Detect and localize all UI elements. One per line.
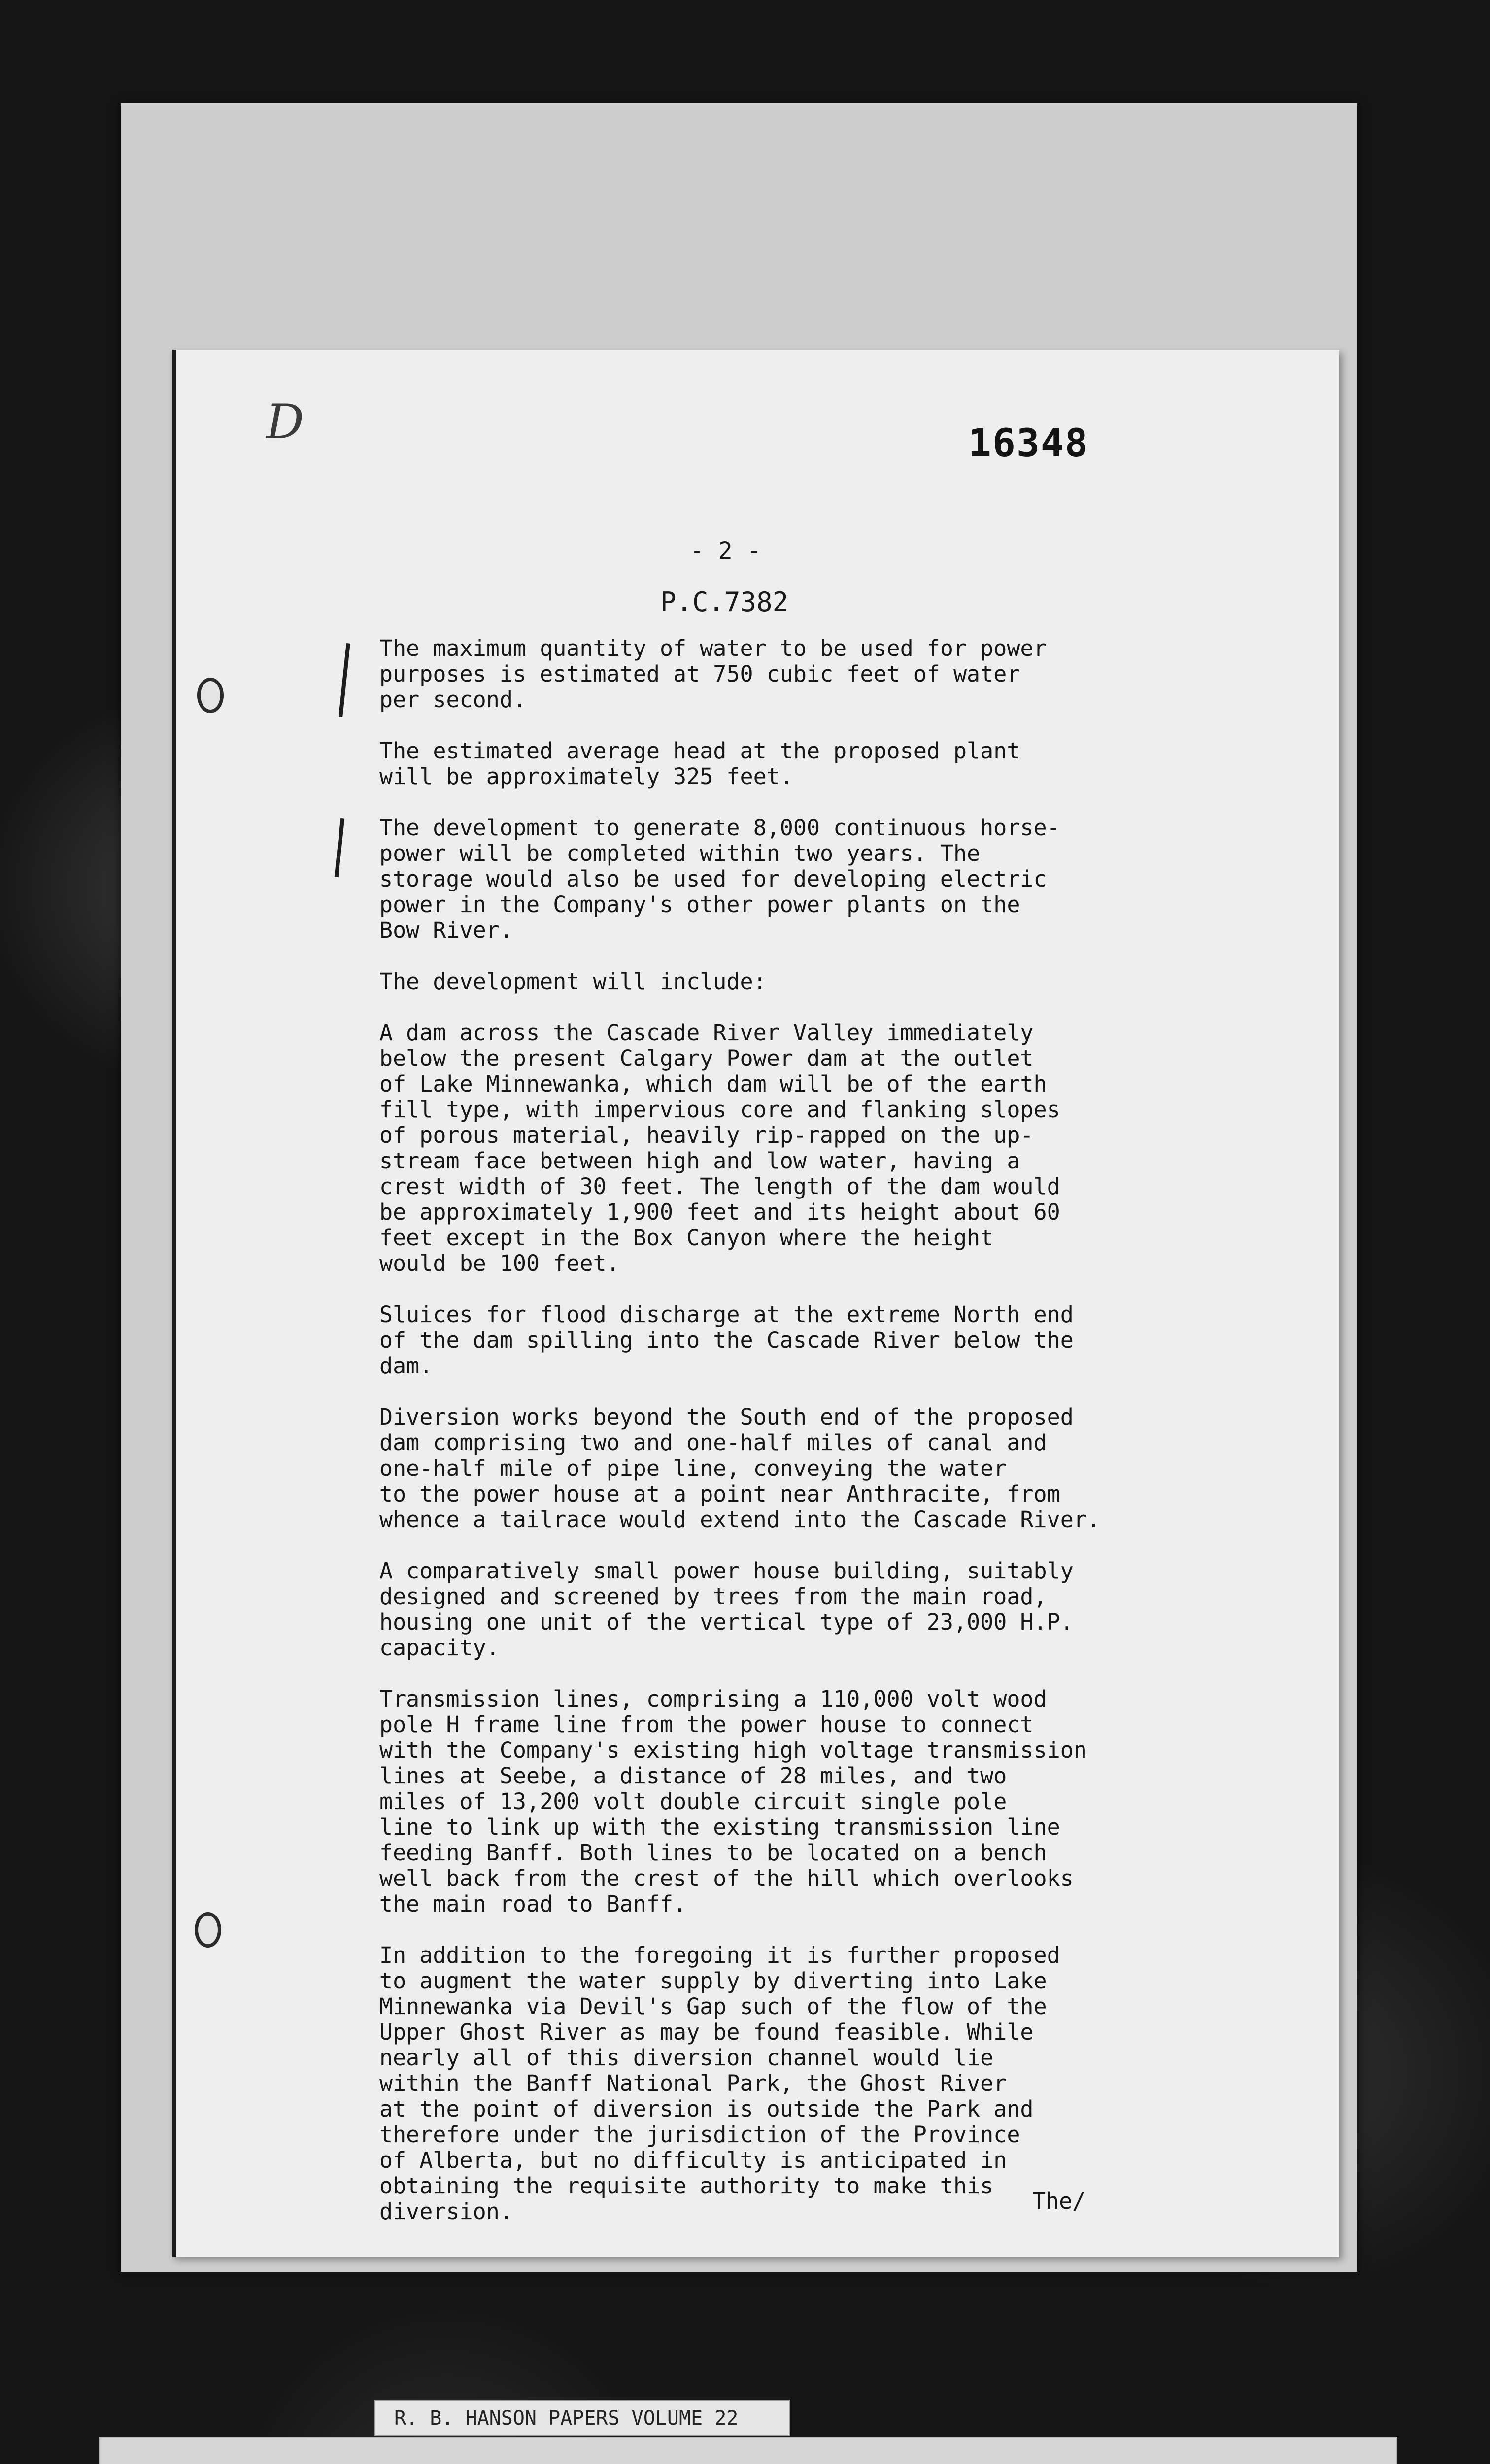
page-marker: - 2 - xyxy=(690,537,761,565)
paragraph: Diversion works beyond the South end of the proposed dam comprising two and one-half miles of canal and one-half mile of pipe line, conveying the water to the power house at a point near Anthracite, from whence a tailrace would extend into the Cascade River. xyxy=(379,1404,1100,1533)
volume-label xyxy=(374,2400,790,2436)
paragraph: Transmission lines, comprising a 110,000 volt wood pole H frame line from the power house to connect with the Company's existing high voltage transmission lines at Seebe, a distance of 28 miles, and two miles of 13,200 volt double circuit single pole line to link up with the existing transmission line feeding Banff. Both lines to be located on a bench well back from the crest of the hill which overlooks the main road to Banff. xyxy=(379,1686,1087,1917)
archives-stamp-card xyxy=(99,2437,1397,2464)
paragraph: A comparatively small power house building, suitably designed and screened by trees from the main road, housing one unit of the vertical type of 23,000 H.P. capacity. xyxy=(379,1558,1074,1661)
order-reference: P.C.7382 xyxy=(660,586,789,617)
paragraph: Sluices for flood discharge at the extreme North end of the dam spilling into the Cascade River below the dam. xyxy=(379,1301,1074,1379)
paragraph: In addition to the foregoing it is further proposed to augment the water supply by diverting into Lake Minnewanka via Devil's Gap such of the flow of the Upper Ghost River as may be found feasible. While nearly all of this diversion channel would lie within the Banff National Park, the Ghost River at the point of diversion is outside the Park and therefore under the jurisdiction of the Province of Alberta, but no difficulty is anticipated in obtaining the requisite authority to make this diversion. xyxy=(379,1942,1060,2224)
paragraph: The development will include: xyxy=(379,968,767,994)
paragraph: The development to generate 8,000 continuous horse- power will be completed within two years. The storage would also be used for developing electric power in the Company's other power plants on the Bow River. xyxy=(379,815,1060,943)
paragraph: A dam across the Cascade River Valley immediately below the present Calgary Power dam at the outlet of Lake Minnewanka, which dam will be of the earth fill type, with impervious core and flanking slopes of porous material, heavily rip-rapped on the up- stream face between high and low water, having a crest width of 30 feet. The length of the dam would be approximately 1,900 feet and its height about 60 feet except in the Box Canyon where the height would be 100 feet. xyxy=(379,1020,1060,1276)
continuation-catchword: The/ xyxy=(1032,2188,1086,2214)
page-number: 16348 xyxy=(968,421,1089,466)
paragraph: The estimated average head at the proposed plant will be approximately 325 feet. xyxy=(379,738,1020,789)
body-text xyxy=(379,636,1197,2250)
paragraph: The maximum quantity of water to be used for power purposes is estimated at 750 cubic feet of water per second. xyxy=(379,635,1047,713)
volume-label-text: R. B. HANSON PAPERS VOLUME 22 xyxy=(394,2407,739,2430)
pencil-mark: D xyxy=(266,394,304,449)
punch-hole xyxy=(195,1912,221,1948)
punch-hole xyxy=(197,678,224,713)
